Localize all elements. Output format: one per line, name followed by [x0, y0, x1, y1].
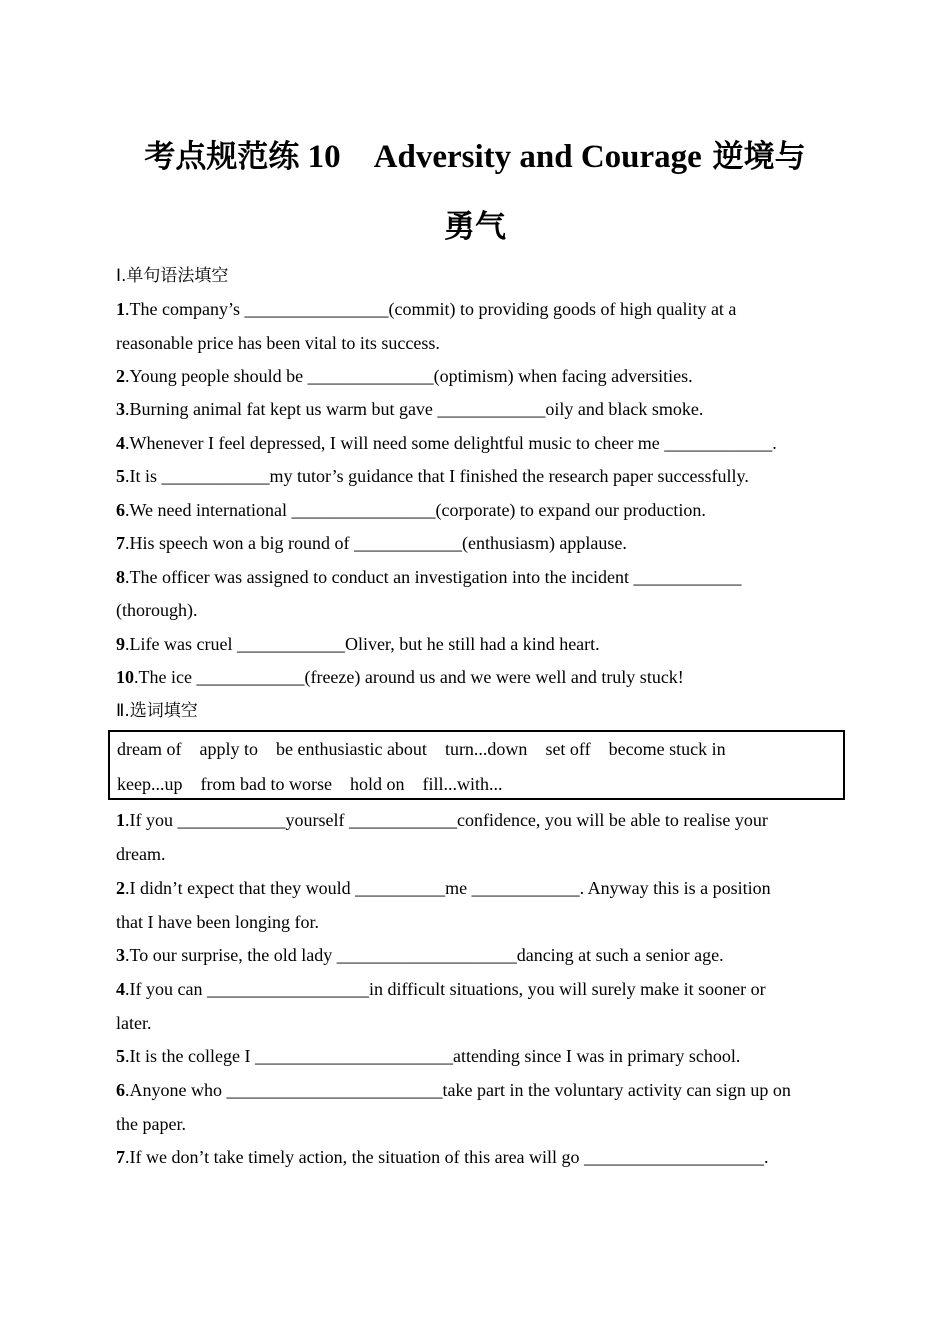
question-number: 4 — [116, 433, 125, 453]
question-text: .The officer was assigned to conduct an investigation into the incident ____________ — [125, 567, 742, 587]
question-text: .The company’s ________________(commit) to providing goods of high quality at a — [125, 299, 737, 319]
question-line — [116, 499, 706, 521]
question-number: 7 — [116, 533, 125, 553]
question-number: 1 — [116, 810, 125, 830]
question-number: 5 — [116, 466, 125, 486]
question-line — [116, 978, 766, 1000]
question-line — [116, 666, 684, 688]
question-line — [116, 1146, 769, 1168]
question-number: 5 — [116, 1046, 125, 1066]
word-bank-item: hold on — [349, 774, 405, 794]
question-number: 6 — [116, 500, 125, 520]
page-title-line-2: 勇气 — [444, 209, 506, 245]
question-line — [116, 432, 777, 454]
question-line — [116, 843, 165, 865]
question-number: 4 — [116, 979, 125, 999]
question-text: reasonable price has been vital to its success. — [116, 333, 440, 353]
question-line — [116, 398, 703, 420]
question-line — [116, 911, 319, 933]
word-bank-item: dream of — [117, 739, 182, 759]
question-number: 3 — [116, 945, 125, 965]
question-line — [116, 1012, 151, 1034]
question-text: .Anyone who ________________________take part in the voluntary activity can sign up on — [125, 1080, 791, 1100]
question-number: 2 — [116, 878, 125, 898]
question-text: .It is ____________my tutor’s guidance that I finished the research paper successfully. — [125, 466, 749, 486]
question-line — [116, 1113, 186, 1135]
question-line — [116, 944, 724, 966]
question-line — [116, 633, 600, 655]
question-text: later. — [116, 1013, 152, 1033]
title-english: Adversity and Courage — [373, 139, 702, 175]
word-bank-item: keep...up — [117, 774, 183, 794]
question-line — [116, 365, 693, 387]
question-line — [116, 465, 749, 487]
question-line — [116, 298, 736, 320]
title-number: 10 — [299, 139, 374, 175]
question-text: .Burning animal fat kept us warm but gave ____________oily and black smoke. — [125, 399, 704, 419]
question-text: .Life was cruel ____________Oliver, but he still had a kind heart. — [125, 634, 600, 654]
question-number: 7 — [116, 1147, 125, 1167]
question-number: 6 — [116, 1080, 125, 1100]
question-text: dream. — [116, 844, 166, 864]
question-line — [116, 599, 197, 621]
word-bank-item: fill...with... — [422, 774, 503, 794]
question-number: 3 — [116, 399, 125, 419]
question-text: that I have been longing for. — [116, 912, 319, 932]
question-number: 9 — [116, 634, 125, 654]
question-text: .It is the college I ______________________attending since I was in primary school. — [125, 1046, 741, 1066]
word-bank-item: apply to — [199, 739, 258, 759]
question-number: 8 — [116, 567, 125, 587]
question-text: .If we don’t take timely action, the situation of this area will go ____________________. — [125, 1147, 769, 1167]
question-text: .I didn’t expect that they would __________me ____________. Anyway this is a position — [125, 878, 771, 898]
page-title — [100, 137, 850, 177]
question-line — [116, 532, 627, 554]
section-heading-grammar: Ⅰ.单句语法填空 — [116, 266, 229, 286]
question-text: .His speech won a big round of ____________(enthusiasm) applause. — [125, 533, 627, 553]
question-text: .Young people should be ______________(optimism) when facing adversities. — [125, 366, 693, 386]
question-line — [116, 877, 771, 899]
title-zh-prefix: 考点规范练 — [144, 139, 300, 175]
question-text: .We need international ________________(corporate) to expand our production. — [125, 500, 706, 520]
question-line — [116, 566, 742, 588]
question-text: .If you can __________________in difficult situations, you will surely make it sooner or — [125, 979, 766, 999]
question-text: .The ice ____________(freeze) around us and we were well and truly stuck! — [134, 667, 684, 687]
word-bank-item: become stuck in — [608, 739, 726, 759]
word-bank-row — [117, 773, 520, 795]
section-heading-word-choice: Ⅱ.选词填空 — [116, 701, 198, 721]
question-text: (thorough). — [116, 600, 198, 620]
question-number: 1 — [116, 299, 125, 319]
word-bank-item: be enthusiastic about — [275, 739, 427, 759]
title-zh-suffix: 逆境与 — [701, 139, 806, 175]
question-line — [116, 332, 440, 354]
word-bank-item: turn...down — [444, 739, 528, 759]
word-bank-item: set off — [545, 739, 591, 759]
question-text: the paper. — [116, 1114, 186, 1134]
question-line — [116, 1045, 740, 1067]
word-bank-item: from bad to worse — [200, 774, 332, 794]
question-text: .If you ____________yourself ____________confidence, you will be able to realise your — [125, 810, 768, 830]
word-bank-box — [108, 730, 845, 800]
question-line — [116, 1079, 791, 1101]
question-number: 10 — [116, 667, 134, 687]
question-line — [116, 809, 768, 831]
question-text: .Whenever I feel depressed, I will need some delightful music to cheer me ____________. — [125, 433, 777, 453]
question-text: .To our surprise, the old lady ____________________dancing at such a senior age. — [125, 945, 724, 965]
question-number: 2 — [116, 366, 125, 386]
word-bank-row — [117, 738, 744, 760]
